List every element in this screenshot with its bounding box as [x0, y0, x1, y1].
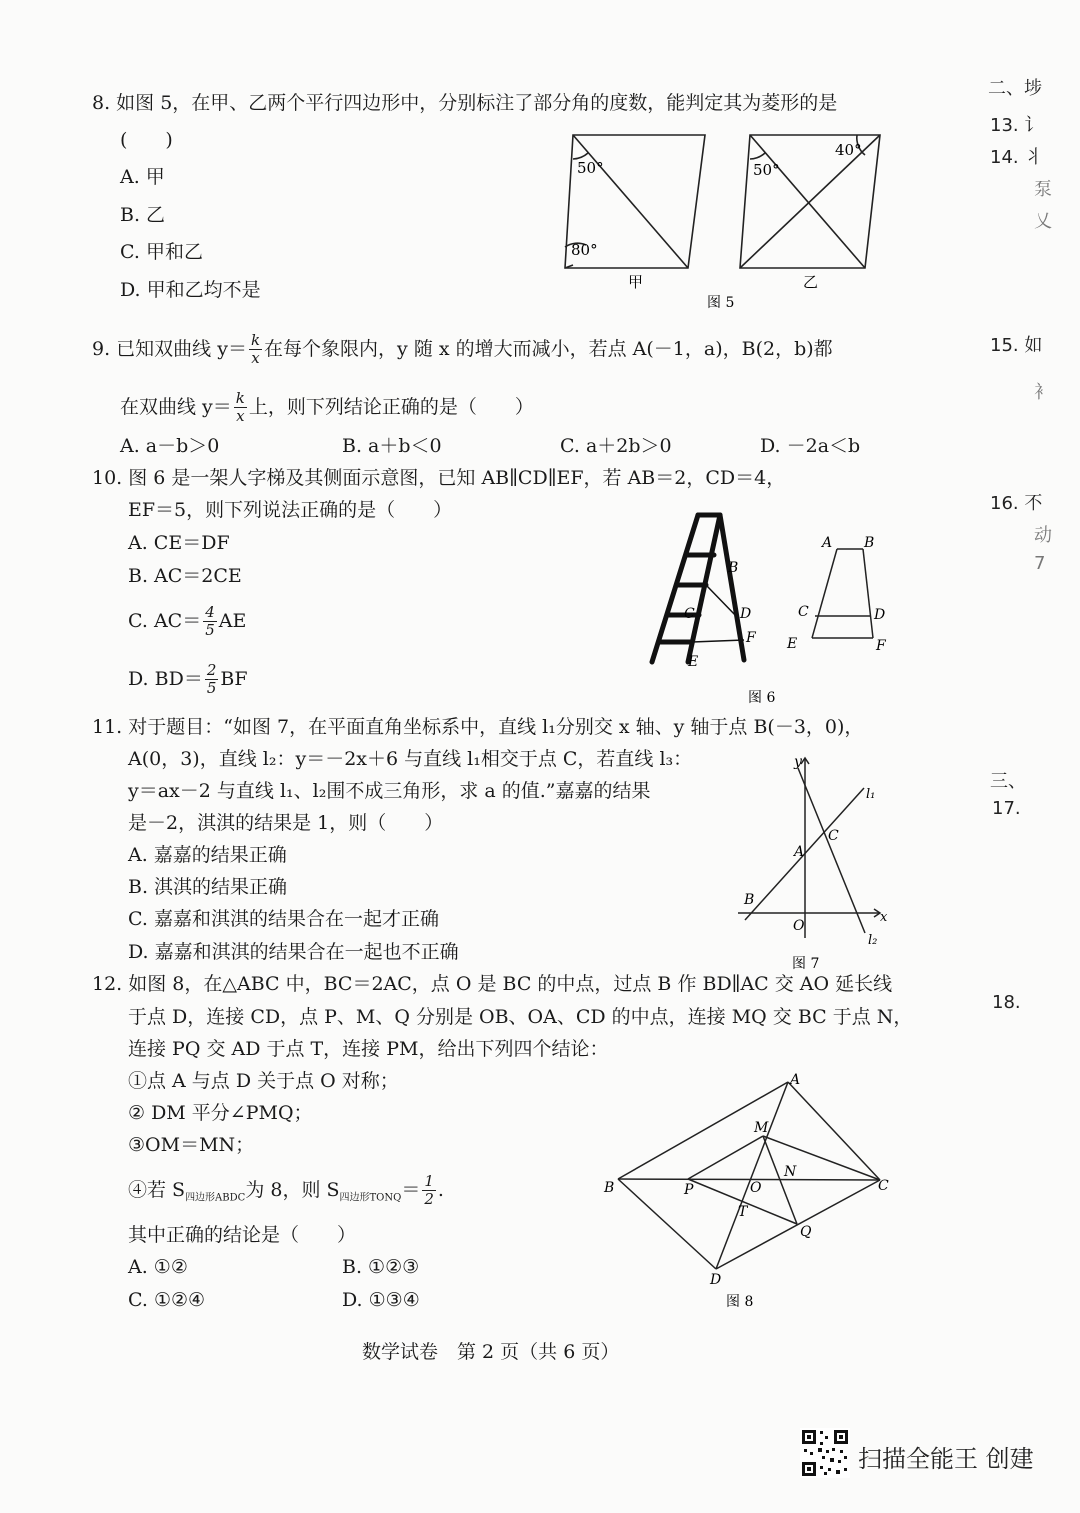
q12-option-b: B. ①②③ — [342, 1256, 420, 1278]
figure-5 — [555, 125, 895, 320]
fraction-k-over-x-2: $\frac{k}{x}$ — [235, 389, 245, 426]
fig5-label-yi: 乙 — [803, 273, 819, 291]
trap-label-a: A — [822, 535, 833, 551]
q12-conclusion-3: ③OM＝MN； — [128, 1134, 255, 1156]
fig8-point-d: D — [710, 1272, 722, 1288]
q12-conclusion-1: ①点 A 与点 D 关于点 O 对称； — [128, 1070, 399, 1092]
fig5-angle-40: 40° — [835, 141, 862, 159]
trap-label-b: B — [864, 535, 875, 551]
fig5-label-jia: 甲 — [628, 273, 644, 291]
side-q13: 13. 讠 — [990, 115, 1043, 136]
side-q14-cont1: 泵 — [1034, 179, 1052, 200]
q10-option-b: B. AC＝2CE — [128, 565, 242, 587]
ladder-label-f: F — [746, 630, 756, 646]
trap-label-d: D — [874, 607, 886, 623]
q11-stem-line3: y＝ax－2 与直线 l₁、l₂围不成三角形，求 a 的值.”嘉嘉的结果 — [128, 780, 651, 802]
ladder-label-d: D — [740, 606, 752, 622]
fig7-caption: 图 7 — [792, 956, 820, 972]
fig7-point-b: B — [744, 892, 755, 908]
q12-conclusion-4: ④若 $S_{四边形ABDC}$为 8，则 $S_{四边形TONQ}=$ $\frac{1}{2}$ . — [128, 1172, 444, 1209]
q9-option-a: A. a－b＞0 — [120, 435, 220, 457]
q11-option-b: B. 淇淇的结果正确 — [128, 876, 288, 898]
q12-option-d: D. ①③④ — [342, 1289, 420, 1311]
q9-stem-line1: 9. 已知双曲线 y＝ $\frac{k}{x}$ 在每个象限内，y 随 x 的增大而减小，若点 A(－1，a)，B(2，b)都 — [92, 331, 833, 368]
q10-stem-line2: EF＝5，则下列说法正确的是（ ） — [128, 499, 453, 521]
figure-6 — [640, 500, 900, 710]
fig8-point-q: Q — [800, 1224, 812, 1240]
ladder-label-c: C — [684, 606, 695, 622]
fraction-k-over-x: $\frac{k}{x}$ — [250, 331, 261, 368]
q8-blank: ( ) — [120, 129, 173, 151]
q9-option-d: D. －2a＜b — [760, 435, 861, 457]
fig6-caption: 图 6 — [748, 690, 776, 706]
q11-stem-line2: A(0，3)，直线 l₂：y＝－2x＋6 与直线 l₁相交于点 C，若直线 l₃： — [128, 748, 693, 770]
q8-option-d: D. 甲和乙均不是 — [120, 279, 261, 301]
fig7-point-a: A — [794, 844, 805, 860]
figure-7 — [730, 748, 900, 973]
fig8-point-p: P — [684, 1182, 694, 1198]
side-q14-cont2: 乂 — [1034, 211, 1052, 232]
fig7-y-label: y — [794, 754, 802, 770]
fig5-caption: 图 5 — [707, 295, 735, 311]
q12-stem-line2: 于点 D，连接 CD，点 P、M、Q 分别是 OB、OA、CD 的中点，连接 MQ 交 BC 于点 N， — [128, 1006, 913, 1028]
ladder-label-e: E — [688, 654, 699, 670]
q11-option-c: C. 嘉嘉和淇淇的结果合在一起才正确 — [128, 908, 439, 930]
side-q18: 18. — [992, 992, 1021, 1013]
fig5-angle-50-yi: 50° — [753, 161, 780, 179]
scanner-watermark: 扫描全能王 创建 — [858, 1445, 1034, 1473]
side-q14: 14. 丬 — [990, 147, 1043, 168]
page-footer: 数学试卷 第 2 页（共 6 页） — [362, 1341, 620, 1363]
q12-option-c: C. ①②④ — [128, 1289, 206, 1311]
fig7-x-label: x — [880, 910, 888, 925]
q8-stem: 8. 如图 5，在甲、乙两个平行四边形中，分别标注了部分角的度数，能判定其为菱形的是 — [92, 92, 838, 114]
trap-label-c: C — [798, 604, 809, 620]
fig8-point-c: C — [878, 1178, 889, 1194]
q12-option-a: A. ①② — [128, 1256, 188, 1278]
fig7-point-c: C — [828, 828, 839, 844]
fig5-angle-50-jia: 50° — [577, 159, 604, 177]
fig8-point-n: N — [784, 1164, 797, 1180]
side-q16-cont2: 7 — [1034, 553, 1046, 574]
side-section-2: 二、埗 — [988, 78, 1042, 99]
side-q15-cont: 衤 — [1034, 382, 1052, 403]
q9-option-c: C. a＋2b＞0 — [560, 435, 672, 457]
q8-option-b: B. 乙 — [120, 204, 166, 226]
q12-conclusion-2: ② DM 平分∠PMQ； — [128, 1102, 313, 1124]
q10-option-a: A. CE＝DF — [128, 532, 230, 554]
q9-stem-line2: 在双曲线 y＝ $\frac{k}{x}$ 上，则下列结论正确的是（ ） — [120, 389, 534, 426]
fig5-angle-80: 80° — [571, 241, 598, 259]
side-q16-cont1: 动 — [1034, 525, 1052, 546]
fig7-l1-label: l₁ — [866, 787, 876, 802]
q11-option-a: A. 嘉嘉的结果正确 — [128, 844, 287, 866]
q10-option-c: C. AC＝ $\frac{4}{5}$ AE — [128, 603, 247, 640]
q11-option-d: D. 嘉嘉和淇淇的结果合在一起也不正确 — [128, 941, 459, 963]
q8-option-c: C. 甲和乙 — [120, 241, 203, 263]
side-section-3: 三、 — [990, 771, 1026, 792]
q12-stem-line3: 连接 PQ 交 AD 于点 T，连接 PM，给出下列四个结论： — [128, 1038, 609, 1060]
trap-label-f: F — [876, 638, 886, 654]
trap-label-e: E — [787, 636, 798, 652]
qr-code-icon — [800, 1428, 850, 1478]
side-q15: 15. 如 — [990, 335, 1043, 356]
fig8-point-m: M — [754, 1120, 769, 1136]
fig8-point-t: T — [738, 1204, 748, 1220]
q11-stem-line1: 11. 对于题目：“如图 7，在平面直角坐标系中，直线 l₁分别交 x 轴、y 轴于点 B(－3，0)， — [92, 716, 864, 738]
q10-stem-line1: 10. 图 6 是一架人字梯及其侧面示意图，已知 AB∥CD∥EF，若 AB＝2，CD＝4， — [92, 467, 786, 489]
q11-stem-line4: 是－2，淇淇的结果是 1，则（ ） — [128, 812, 444, 834]
fig8-point-o: O — [750, 1180, 762, 1196]
trapezoid-diagram — [812, 549, 873, 638]
q10-option-d: D. BD＝ $\frac{2}{5}$ BF — [128, 661, 248, 698]
q12-stem-line1: 12. 如图 8，在△ABC 中，BC＝2AC，点 O 是 BC 的中点，过点 B 作 BD∥AC 交 AO 延长线 — [92, 973, 893, 995]
q8-option-a: A. 甲 — [120, 166, 165, 188]
q12-question: 其中正确的结论是（ ） — [128, 1224, 357, 1246]
side-q17: 17. — [992, 798, 1021, 819]
fig8-point-a: A — [790, 1072, 801, 1088]
q9-option-b: B. a＋b＜0 — [342, 435, 442, 457]
fig7-point-o: O — [793, 918, 805, 934]
fig8-point-b: B — [604, 1180, 615, 1196]
side-q16: 16. 不 — [990, 493, 1043, 514]
fig7-l2-label: l₂ — [868, 933, 878, 948]
fig8-caption: 图 8 — [726, 1294, 754, 1310]
figure-8 — [598, 1062, 898, 1312]
ladder-label-b: B — [728, 560, 739, 576]
